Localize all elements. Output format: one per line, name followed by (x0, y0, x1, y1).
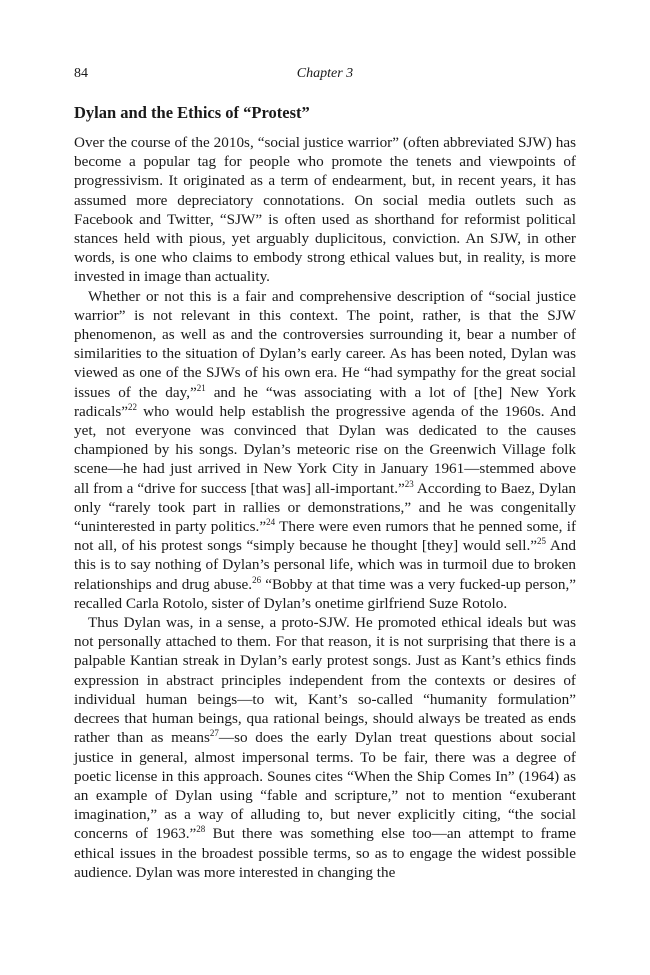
running-head (74, 66, 576, 86)
text-run: There were even rumors that he penned some, if not all, of his protest songs “simply because he thought [they] would sell.” (74, 518, 576, 555)
text-run: and he “was associating with a lot of [the] New York radicals” (74, 383, 576, 420)
text-run: According to Baez, Dylan only “rarely took part in rallies or demonstrations,” and he was congenitally “uninterested in party politics.” (74, 479, 576, 536)
text-run: But there was something else too—an attempt to frame ethical issues in the broadest possible terms, so as to engage the widest possible audience. Dylan was more interested in changing the (74, 825, 576, 881)
footnote-ref: 21 (196, 382, 206, 393)
paragraph-3 (74, 613, 576, 882)
text-run: And this is to say nothing of Dylan’s personal life, which was in turmoil due to broken relationships and drug abuse. (74, 537, 576, 593)
text-run: Over the course of the 2010s, “social justice warrior” (often abbreviated SJW) has become a popular tag for people who promote the tenets and viewpoints of progressivism. It originated as a term of endearment, but, in recent years, it has assumed more depreciatory connotations. On social media outlets such as Facebook and Twitter, “SJW” is often used as shorthand for reformist political stances held with pious, yet arguably duplicitous, conviction. An SJW, in other words, is one who claims to embody strong ethical values but, in reality, is more invested in image than actuality. (74, 134, 576, 286)
text-run: who would help establish the progressive agenda of the 1960s. And yet, not everyone was convinced that Dylan was dedicated to the causes championed by his songs. Dylan’s meteoric rise on the Greenwich Village folk scene—he had just arrived in New York City in January 1961—stemmed above all from a “drive for success [that was] all-important.” (74, 402, 576, 497)
footnote-ref: 22 (127, 401, 137, 412)
paragraph-1 (74, 133, 576, 287)
text-run: “Bobby at that time was a very fucked-up person,” recalled Carla Rotolo, sister of Dylan’s onetime girlfriend Suze Rotolo. (74, 575, 576, 612)
page-number: 84 (74, 66, 88, 81)
text-run: Thus Dylan was, in a sense, a proto-SJW. He promoted ethical ideals but was not personally attached to them. For that reason, it is not surprising that there is a palpable Kantian streak in Dylan’s early protest songs. Just as Kant’s ethics finds expression in abstract principles independent from the contexts or desires of individual human beings—to wit, Kant’s so-called “humanity formulation” decrees that human beings, qua rational beings, should always be treated as ends rather than as means (74, 614, 576, 747)
text-run: Whether or not this is a fair and comprehensive description of “social justice warrior” is not relevant in this context. The point, rather, is that the SJW phenomenon, as well as and the controversies surrounding it, bear a number of similarities to the situation of Dylan’s early career. As has been noted, Dylan was viewed as one of the SJWs of his own era. He “had sympathy for the great social issues of the day,” (74, 287, 576, 401)
footnote-ref: 26 (252, 574, 262, 585)
chapter-label: Chapter 3 (296, 66, 354, 81)
body-text (74, 133, 576, 882)
footnote-ref: 24 (266, 517, 276, 527)
footnote-ref: 27 (209, 728, 219, 739)
section-heading: Dylan and the Ethics of “Protest” (74, 103, 310, 122)
text-run: —so does the early Dylan treat questions about social justice in general, almost impersonal terms. To be fair, there was a degree of poetic license in this approach. Sounes cites “When the Ship Comes In” (1964) as an example of Dylan using “fable and scripture,” not to mention “exuberant imagination,” as a way of alluding to, but never explicitly citing, “the social concerns of 1963.” (74, 729, 577, 843)
paragraph-2 (74, 287, 576, 613)
footnote-ref: 28 (196, 824, 206, 835)
footnote-ref: 23 (404, 478, 414, 489)
footnote-ref: 25 (537, 536, 547, 547)
